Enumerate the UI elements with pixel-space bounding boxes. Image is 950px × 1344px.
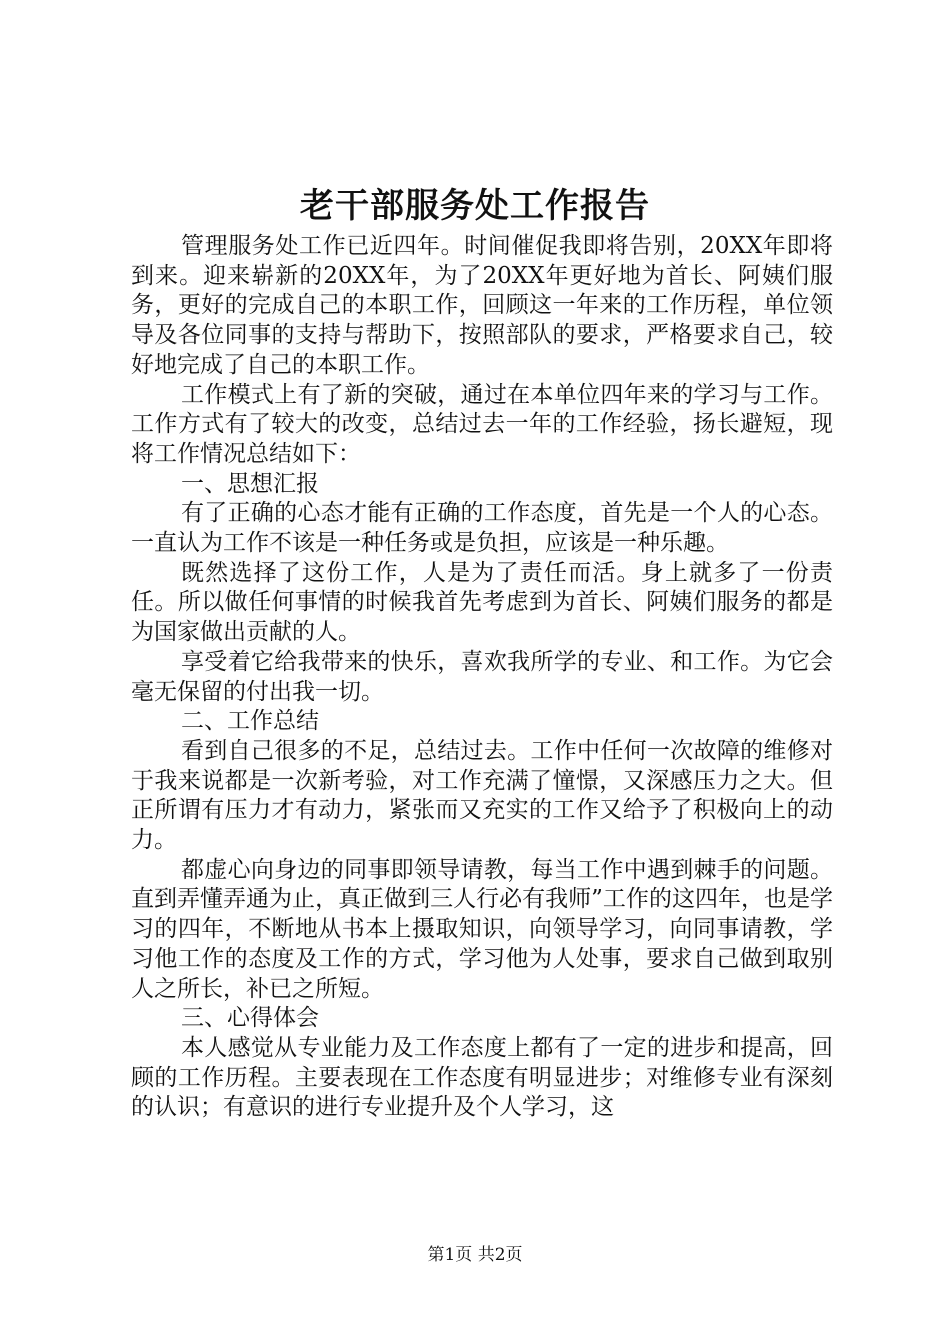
section-heading-summary: 二、工作总结 <box>181 708 319 735</box>
paragraph-progress: 本人感觉从专业能力及工作态度上都有了一定的进步和提高，回顾的工作历程。主要表现在工作态度有明显进步；对维修专业有深刻的认识；有意识的进行专业提升及个人学习，这 <box>131 1034 833 1121</box>
paragraph-learning: 都虚心向身边的同事即领导请教，每当工作中遇到棘手的问题。直到弄懂弄通为止，真正做到三人行必有我师”工作的这四年，也是学习的四年，不断地从书本上摄取知识，向领导学习，向同事请教，学习他工作的态度及工作的方式，学习他为人处事，要求自己做到取别人之所长，补已之所短。 <box>131 856 833 1002</box>
document-title: 老干部服务处工作报告 <box>300 186 650 226</box>
paragraph-intro: 管理服务处工作已近四年。时间催促我即将告别，20XX年即将到来。迎来崭新的20XX年，为了20XX年更好地为首长、阿姨们服务，更好的完成自己的本职工作，回顾这一年来的工作历程，单位领导及各位同事的支持与帮助下，按照部队的要求，严格要求自己，较好地完成了自己的本职工作。 <box>131 233 833 378</box>
paragraph-enjoyment: 享受着它给我带来的快乐，喜欢我所学的专业、和工作。为它会毫无保留的付出我一切。 <box>131 648 833 705</box>
paragraph-attitude: 有了正确的心态才能有正确的工作态度，首先是一个人的心态。一直认为工作不该是一种任务或是负担，应该是一种乐趣。 <box>131 500 833 557</box>
paragraph-responsibility: 既然选择了这份工作，人是为了责任而活。身上就多了一份责任。所以做任何事情的时候我首先考虑到为首长、阿姨们服务的都是为国家做出贡献的人。 <box>131 559 833 646</box>
paragraph-overview: 工作模式上有了新的突破，通过在本单位四年来的学习与工作。工作方式有了较大的改变，总结过去一年的工作经验，扬长避短，现将工作情况总结如下： <box>131 381 833 467</box>
paragraph-shortcomings: 看到自己很多的不足，总结过去。工作中任何一次故障的维修对于我来说都是一次新考验，对工作充满了憧憬，又深感压力之大。但正所谓有压力才有动力，紧张而又充实的工作又给予了积极向上的动力。 <box>131 737 833 854</box>
section-heading-thoughts: 一、思想汇报 <box>181 470 319 497</box>
section-heading-experience: 三、心得体会 <box>181 1005 319 1032</box>
page-number-footer: 第1页 共2页 <box>427 1245 523 1265</box>
document-body <box>131 232 833 1123</box>
